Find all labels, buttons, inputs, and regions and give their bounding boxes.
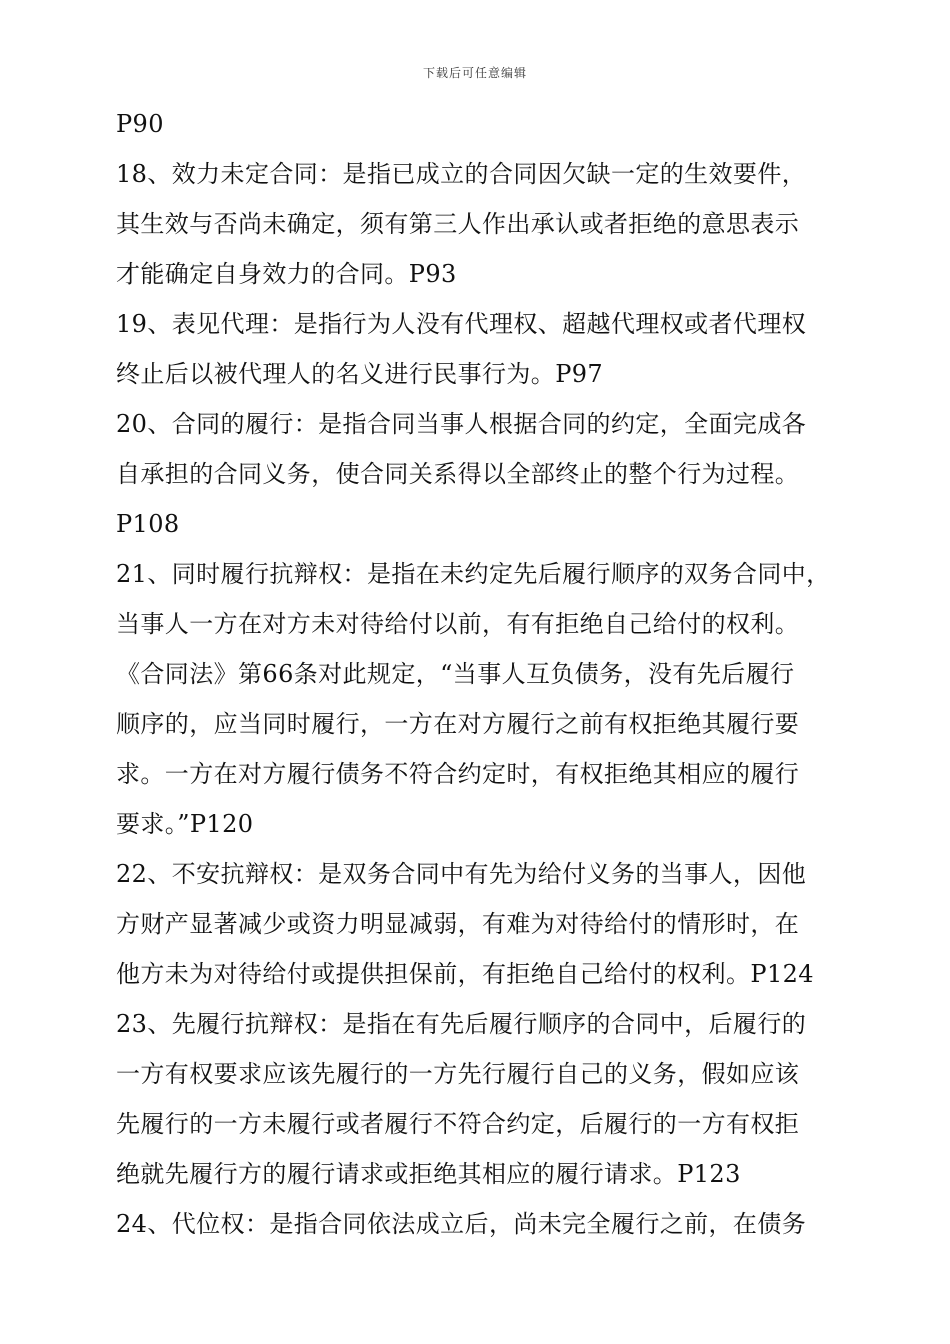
text-line: P108 bbox=[116, 510, 180, 538]
text-line: 其生效与否尚未确定，须有第三人作出承认或者拒绝的意思表示 bbox=[116, 210, 800, 238]
text-line: 他方未为对待给付或提供担保前，有拒绝自己给付的权利。P124 bbox=[116, 960, 814, 988]
text-line: 21、同时履行抗辩权：是指在未约定先后履行顺序的双务合同中， bbox=[116, 560, 831, 588]
text-line: 22、不安抗辩权：是双务合同中有先为给付义务的当事人，因他 bbox=[116, 860, 807, 888]
text-line: 才能确定自身效力的合同。P93 bbox=[116, 260, 457, 288]
text-line: 一方有权要求应该先履行的一方先行履行自己的义务，假如应该 bbox=[116, 1060, 800, 1088]
text-line: 先履行的一方未履行或者履行不符合约定，后履行的一方有权拒 bbox=[116, 1110, 800, 1138]
text-line: 19、表见代理：是指行为人没有代理权、超越代理权或者代理权 bbox=[116, 310, 807, 338]
text-line: 24、代位权：是指合同依法成立后，尚未完全履行之前，在债务 bbox=[116, 1210, 807, 1238]
document-body bbox=[116, 104, 866, 1254]
text-line: 《合同法》第66条对此规定，“当事人互负债务，没有先后履行 bbox=[116, 660, 795, 688]
text-line: 要求。”P120 bbox=[116, 810, 254, 838]
text-line: 当事人一方在对方未对待给付以前，有有拒绝自己给付的权利。 bbox=[116, 610, 800, 638]
page-header: 下载后可任意编辑 bbox=[422, 66, 527, 80]
text-line: 23、先履行抗辩权：是指在有先后履行顺序的合同中，后履行的 bbox=[116, 1010, 807, 1038]
text-line: 18、效力未定合同：是指已成立的合同因欠缺一定的生效要件， bbox=[116, 160, 807, 188]
text-line: 求。一方在对方履行债务不符合约定时，有权拒绝其相应的履行 bbox=[116, 760, 800, 788]
text-line: 终止后以被代理人的名义进行民事行为。P97 bbox=[116, 360, 604, 388]
text-line: P90 bbox=[116, 110, 164, 138]
text-line: 顺序的，应当同时履行，一方在对方履行之前有权拒绝其履行要 bbox=[116, 710, 800, 738]
text-line: 方财产显著减少或资力明显减弱，有难为对待给付的情形时，在 bbox=[116, 910, 800, 938]
text-line: 自承担的合同义务，使合同关系得以全部终止的整个行为过程。 bbox=[116, 460, 800, 488]
text-line: 绝就先履行方的履行请求或拒绝其相应的履行请求。P123 bbox=[116, 1160, 741, 1188]
text-line: 20、合同的履行：是指合同当事人根据合同的约定，全面完成各 bbox=[116, 410, 807, 438]
